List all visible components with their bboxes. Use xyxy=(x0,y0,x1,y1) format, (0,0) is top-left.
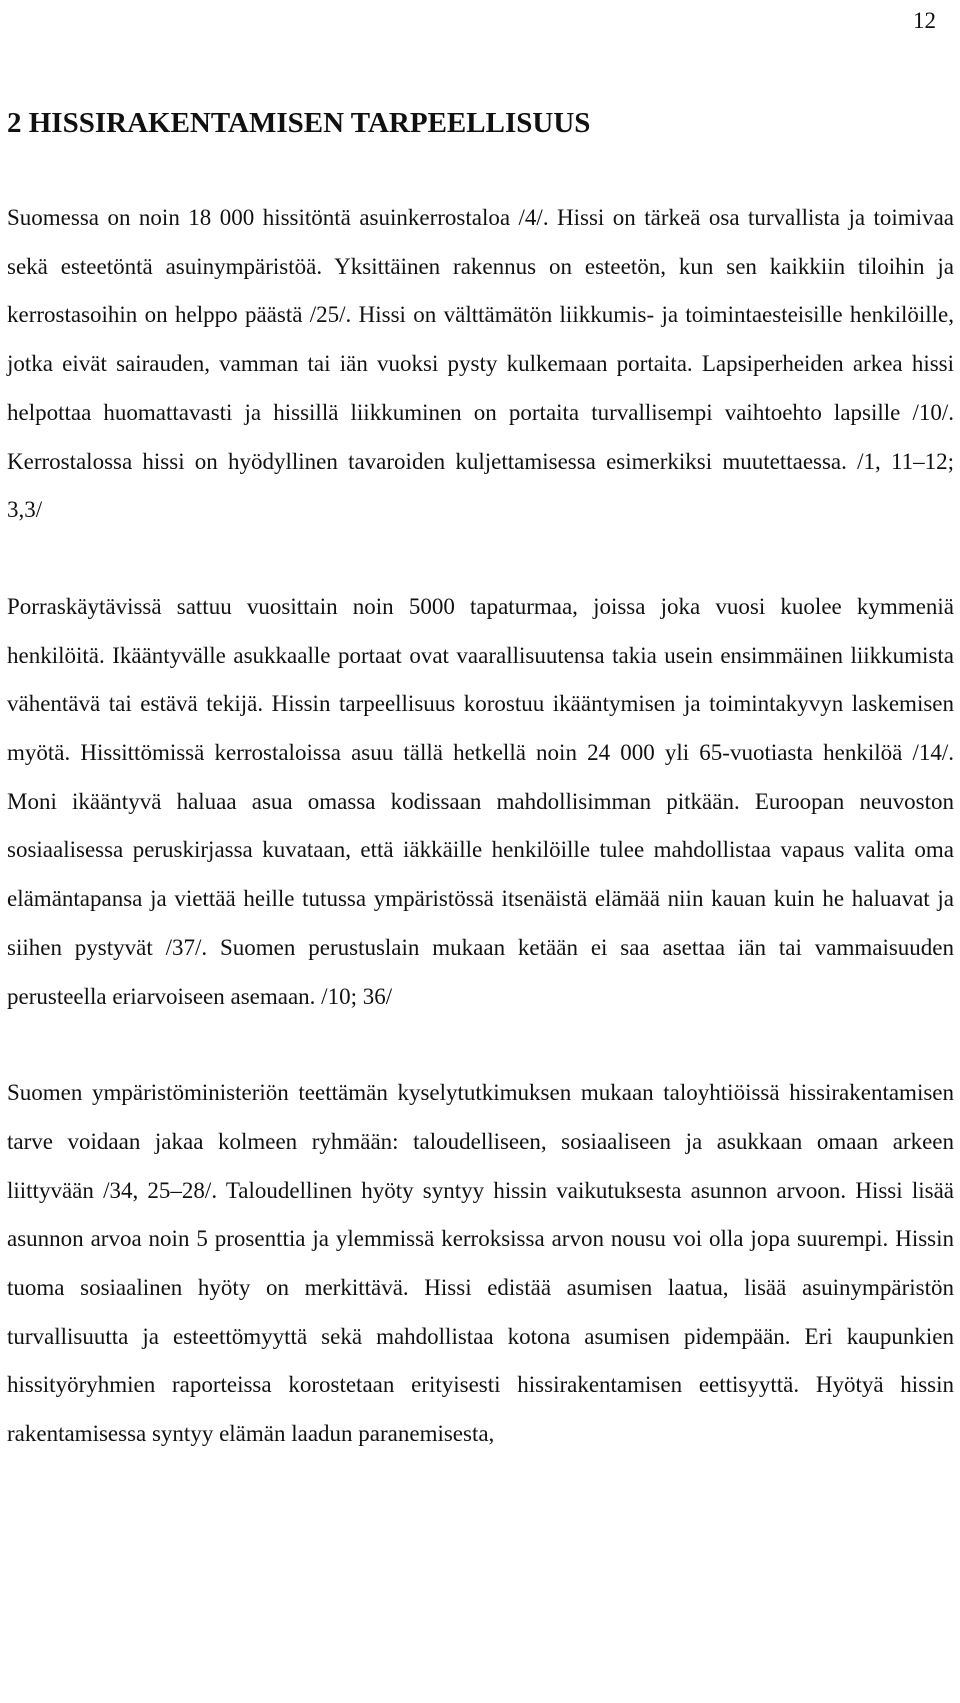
paragraph-3: Suomen ympäristöministeriön teettämän kyselytutkimuksen mukaan taloyhtiöissä hissirakentamisen tarve voidaan jakaa kolmeen ryhmään: taloudelliseen, sosiaaliseen ja asukkaan omaan arkeen liittyvään /34, 25–28/. Taloudellinen hyöty syntyy hissin vaikutuksesta asunnon arvoon. Hissi lisää asunnon arvoa noin 5 prosenttia ja ylemmissä kerroksissa arvon nousu voi olla jopa suurempi. Hissin tuoma sosiaalinen hyöty on merkittävä. Hissi edistää asumisen laatua, lisää asuinympäristön turvallisuutta ja esteettömyyttä sekä mahdollistaa kotona asumisen pidempään. Eri kaupunkien hissityöryhmien raporteissa korostetaan erityisesti hissirakentamisen eettisyyttä. Hyötyä hissin rakentamisessa syntyy elämän laadun paranemisesta, xyxy=(7,1080,954,1447)
document-page xyxy=(7,107,954,1507)
paragraph-1: Suomessa on noin 18 000 hissitöntä asuinkerrostaloa /4/. Hissi on tärkeä osa turvallista ja toimivaa sekä esteetöntä asuinympäristöä. Yksittäinen rakennus on esteetön, kun sen kaikkiin tiloihin ja kerrostasoihin on helppo päästä /25/. Hissi on välttämätön liikkumis- ja toimintaesteisille henkilöille, jotka eivät sairauden, vamman tai iän vuoksi pysty kulkemaan portaita. Lapsiperheiden arkea hissi helpottaa huomattavasti ja hissillä liikkuminen on portaita turvallisempi vaihtoehto lapsille /10/. Kerrostalossa hissi on hyödyllinen tavaroiden kuljettamisessa esimerkiksi muutettaessa. /1, 11–12; 3,3/ xyxy=(7,205,954,523)
section-heading: 2 HISSIRAKENTAMISEN TARPEELLISUUS xyxy=(7,107,591,139)
paragraph-2: Porraskäytävissä sattuu vuosittain noin 5000 tapaturmaa, joissa joka vuosi kuolee kymmeniä henkilöitä. Ikääntyvälle asukkaalle portaat ovat vaarallisuutensa takia usein ensimmäinen liikkumista vähentävä tai estävä tekijä. Hissin tarpeellisuus korostuu ikääntymisen ja toimintakyvyn laskemisen myötä. Hissittömissä kerrostaloissa asuu tällä hetkellä noin 24 000 yli 65-vuotiasta henkilöä /14/. Moni ikääntyvä haluaa asua omassa kodissaan mahdollisimman pitkään. Euroopan neuvoston sosiaalisessa peruskirjassa kuvataan, että iäkkäille henkilöille tulee mahdollistaa vapaus valita oma elämäntapansa ja viettää heille tutussa ympäristössä itsenäistä elämää niin kauan kuin he haluavat ja siihen pystyvät /37/. Suomen perustuslain mukaan ketään ei saa asettaa iän tai vammaisuuden perusteella eriarvoiseen asemaan. /10; 36/ xyxy=(7,593,954,1009)
page-number: 12 xyxy=(913,8,936,33)
